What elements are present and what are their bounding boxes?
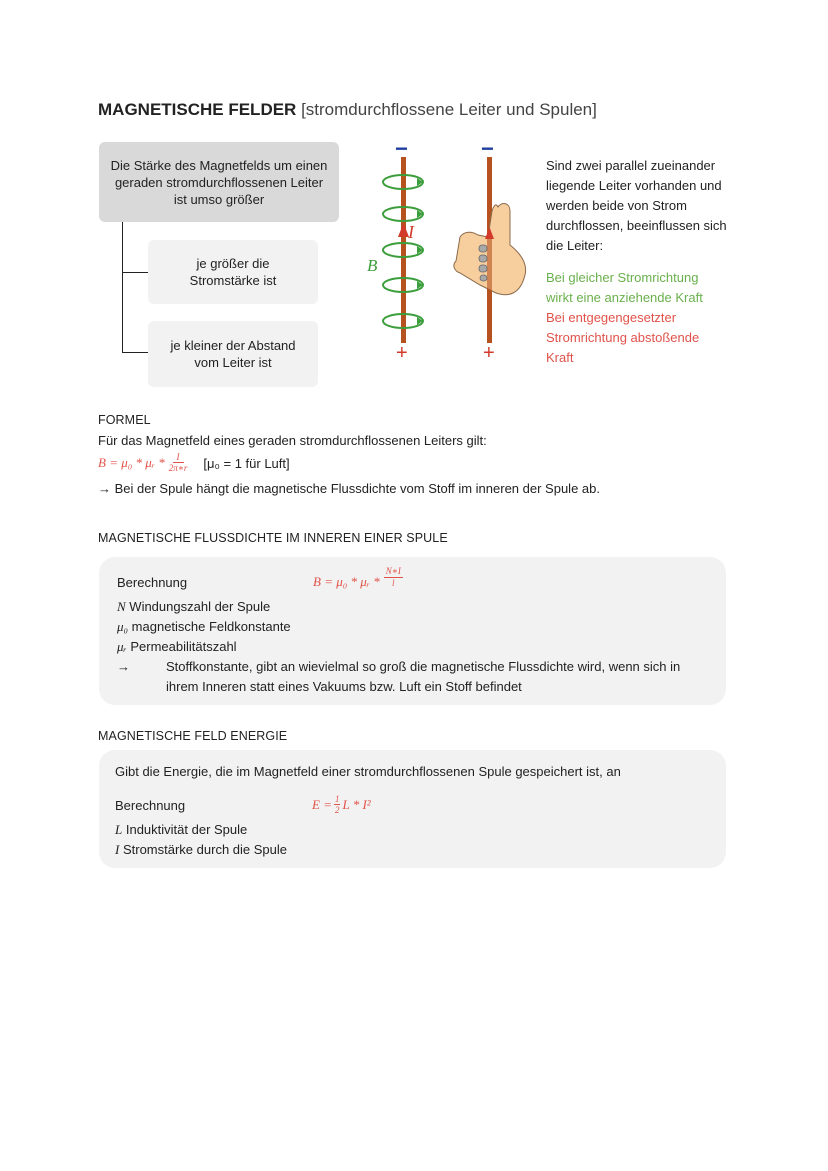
flussdichte-heading: MAGNETISCHE FLUSSDICHTE IM INNEREN EINER SPULE — [98, 531, 448, 545]
l-text: Induktivität der Spule — [125, 822, 248, 837]
flussdichte-frac-num: N∗I — [385, 566, 401, 576]
flussdichte-formula — [313, 566, 403, 593]
title-bold: MAGNETISCHE FELDER — [98, 100, 297, 119]
energie-i-row — [115, 840, 287, 860]
flussdichte-box — [99, 557, 726, 705]
mur-text: Permeabilitätszahl — [130, 639, 237, 654]
label-current: I — [408, 222, 414, 242]
formel-fraction — [169, 452, 188, 474]
plus-left: + — [396, 342, 408, 364]
parallel-attract: Bei gleicher Stromrichtung wirkt eine anziehende Kraft — [546, 270, 703, 305]
formel-lhs: B = μ₀ * μᵣ * — [98, 455, 165, 470]
formel-heading: FORMEL — [98, 413, 151, 427]
flussdichte-lhs: B = μ₀ * μᵣ * — [313, 574, 380, 589]
mu0-text: magnetische Feldkonstante — [131, 619, 291, 634]
n-symbol: N — [117, 599, 126, 614]
main-concept-box — [99, 142, 339, 222]
formel-intro: Für das Magnetfeld eines geraden stromdurchflossenen Leiters gilt: — [98, 433, 487, 448]
main-concept-text: Die Stärke des Magnetfelds um einen geraden stromdurchflossenen Leiter ist umso größer — [110, 157, 328, 207]
page-title — [98, 100, 597, 120]
flussdichte-berechnung: Berechnung — [117, 575, 188, 590]
minus-right: − — [481, 136, 494, 161]
connector-vertical — [122, 222, 123, 352]
n-text: Windungszahl der Spule — [129, 599, 271, 614]
formel-formula — [98, 452, 290, 474]
flussdichte-arrow: → — [117, 659, 130, 674]
formel-frac-num: I — [173, 452, 184, 463]
energie-frac-den: 2 — [334, 805, 340, 815]
mu0-symbol: μ₀ — [117, 619, 129, 634]
i-text: Stromstärke durch die Spule — [122, 842, 287, 857]
energie-l-row — [115, 820, 247, 840]
flussdichte-note: Stoffkonstante, gibt an wievielmal so groß die magnetische Flussdichte wird, wenn sich in ihrem Inneren statt eines Vakuums bzw. Luft ein Stoff befindet — [166, 659, 681, 694]
flussdichte-fraction — [384, 566, 403, 588]
formel-arrow-line: → Bei der Spule hängt die magnetische Flussdichte vom Stoff im inneren der Spule ab. — [98, 481, 600, 496]
title-subtitle: [stromdurchflossene Leiter und Spulen] — [301, 100, 597, 119]
i-symbol: I — [115, 842, 120, 857]
wire-left — [401, 157, 406, 343]
energie-fraction — [334, 794, 341, 815]
branch-current-text: je größer die Stromstärke ist — [189, 256, 277, 288]
energie-formula — [312, 794, 371, 815]
connector-branch1 — [122, 272, 148, 273]
flussdichte-mu0-row — [117, 617, 291, 637]
plus-right: + — [483, 342, 495, 364]
branch-current-box — [148, 240, 318, 304]
energie-heading: MAGNETISCHE FELD ENERGIE — [98, 729, 288, 743]
minus-left: − — [395, 136, 408, 161]
energie-rhs: L * I² — [342, 796, 371, 812]
energie-box — [99, 750, 726, 868]
branch-distance-text: je kleiner der Abstand vom Leiter ist — [170, 338, 296, 370]
flussdichte-n-row — [117, 597, 270, 617]
label-field: B — [367, 256, 378, 275]
mur-symbol: μᵣ — [117, 639, 127, 654]
flussdichte-mur-row — [117, 637, 237, 657]
energie-frac-num: 1 — [334, 794, 340, 804]
energie-berechnung: Berechnung — [115, 798, 186, 813]
energie-intro: Gibt die Energie, die im Magnetfeld einer stromdurchflossenen Spule gespeichert ist, an — [115, 764, 621, 779]
connector-branch2 — [122, 352, 148, 353]
formel-bracket: [μ₀ = 1 für Luft] — [203, 455, 290, 471]
flussdichte-frac-den: l — [392, 578, 395, 588]
parallel-intro: Sind zwei parallel zueinander liegende Leiter vorhanden und werden beide von Strom durchflossen, beeinflussen sich die Leiter: — [546, 158, 727, 253]
branch-distance-box — [148, 321, 318, 387]
formel-frac-den: 2π∗r — [168, 463, 188, 473]
wire-figure — [360, 145, 535, 370]
energie-lhs: E = — [312, 796, 332, 812]
parallel-repel: Bei entgegengesetzter Stromrichtung abstoßende Kraft — [546, 310, 700, 365]
l-symbol: L — [115, 822, 123, 837]
